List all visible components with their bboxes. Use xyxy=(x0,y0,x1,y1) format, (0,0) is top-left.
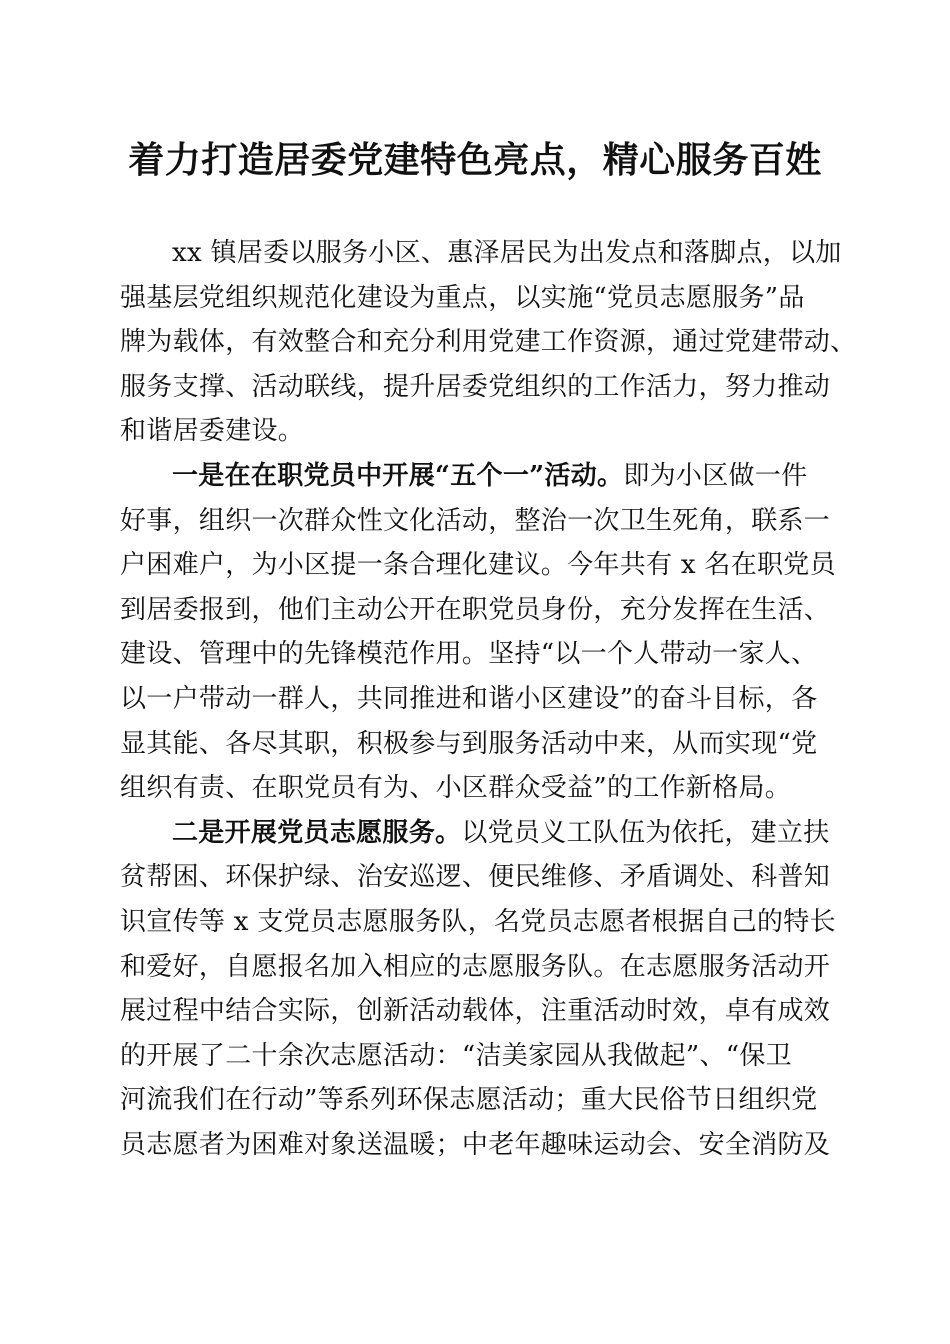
page-title: 着力打造居委党建特色亮点，精心服务百姓 xyxy=(128,139,822,181)
paragraph-line-text: 以党员义工队伍为依托，建立扶 xyxy=(461,817,830,848)
paragraph-volunteer-service xyxy=(120,811,840,1168)
paragraph-line: 和谐居委建设。 xyxy=(120,416,305,447)
paragraph-lead-heading: 二是开展党员志愿服务。 xyxy=(172,817,462,848)
paragraph-line: 服务支撑、活动联线，提升居委党组织的工作活力，努力推动 xyxy=(120,371,831,402)
paragraph-line: 展过程中结合实际，创新活动载体，注重活动时效，卓有成效 xyxy=(120,996,831,1027)
paragraph-line: 户困难户，为小区提一条合理化建议。今年共有 x 名在职党员 xyxy=(120,550,836,581)
paragraph-line: 员志愿者为困难对象送温暖；中老年趣味运动会、安全消防及 xyxy=(120,1129,831,1160)
paragraph-line: 的开展了二十余次志愿活动：“洁美家园从我做起”、“保卫 xyxy=(120,1040,792,1071)
paragraph-line: 强基层党组织规范化建设为重点，以实施“党员志愿服务”品 xyxy=(120,282,805,313)
paragraph-line: 显其能、各尽其职，积极参与到服务活动中来，从而实现“党 xyxy=(120,728,818,759)
paragraph-line: 和爱好，自愿报名加入相应的志愿服务队。在志愿服务活动开 xyxy=(120,951,831,982)
paragraph-line: 河流我们在行动”等系列环保志愿活动；重大民俗节日组织党 xyxy=(120,1085,818,1116)
paragraph-five-ones xyxy=(120,454,840,811)
paragraph-first-line xyxy=(120,811,840,856)
paragraph-line: 贫帮困、环保护绿、治安巡逻、便民维修、矛盾调处、科普知 xyxy=(120,862,831,893)
paragraph-lead-heading: 一是在在职党员中开展“五个一”活动。 xyxy=(172,460,624,491)
paragraph-line: xx 镇居委以服务小区、惠泽居民为出发点和落脚点，以加 xyxy=(172,238,842,268)
paragraph-line: 牌为载体，有效整合和充分利用党建工作资源，通过党建带动、 xyxy=(120,327,857,358)
paragraph-line: 到居委报到，他们主动公开在职党员身份，充分发挥在生活、 xyxy=(120,594,831,625)
paragraph-intro xyxy=(120,231,857,454)
paragraph-line: 建设、管理中的先锋模范作用。坚持“以一个人带动一家人、 xyxy=(120,639,818,670)
paragraph-line: 好事，组织一次群众性文化活动，整治一次卫生死角，联系一 xyxy=(120,505,831,536)
paragraph-line: 识宣传等 x 支党员志愿服务队，名党员志愿者根据自己的特长 xyxy=(120,906,836,937)
paragraph-line: 以一户带动一群人，共同推进和谐小区建设”的奋斗目标，各 xyxy=(120,683,818,714)
paragraph-first-line xyxy=(120,454,840,499)
paragraph-line: 组织有责、在职党员有为、小区群众受益”的工作新格局。 xyxy=(120,773,792,804)
paragraph-line-text: 即为小区做一件 xyxy=(623,460,808,491)
document-body xyxy=(120,231,857,1167)
